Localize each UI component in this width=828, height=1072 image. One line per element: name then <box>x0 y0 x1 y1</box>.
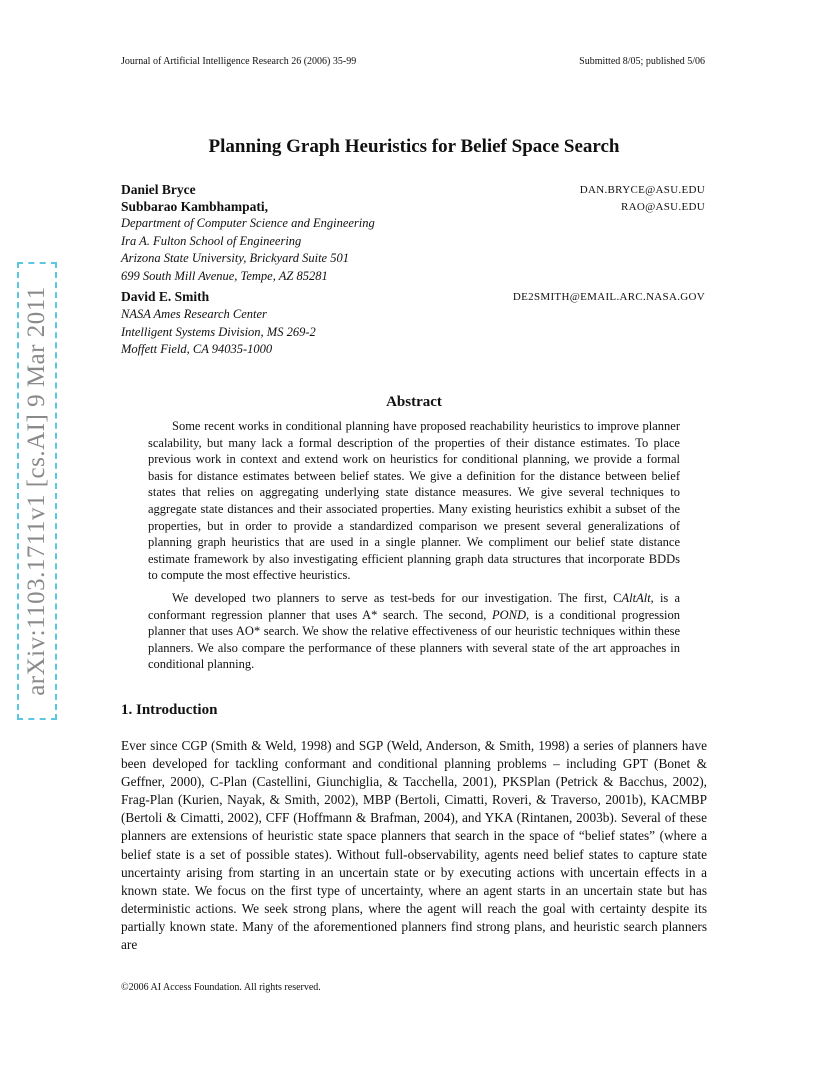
author-email-2: RAO@ASU.EDU <box>620 201 705 213</box>
journal-header: Journal of Artificial Intelligence Research 26 (2006) 35-99 <box>121 56 357 67</box>
author-email-3: DE2SMITH@EMAIL.ARC.NASA.GOV <box>512 291 705 303</box>
affiliation-line: Ira A. Fulton School of Engineering <box>121 233 302 248</box>
submission-dates: Submitted 8/05; published 5/06 <box>579 56 705 67</box>
affiliation-block-2 <box>121 306 316 359</box>
abstract-text-run: We developed two planners to serve as test-beds for our investigation. The first, C <box>172 590 622 605</box>
affiliation-line: 699 South Mill Avenue, Tempe, AZ 85281 <box>121 268 328 283</box>
affiliation-line: NASA Ames Research Center <box>121 307 267 321</box>
abstract-paragraph-1: Some recent works in conditional planning have proposed reachability heuristics to improve planner scalability, but many lack a formal description of the properties of their distance estimates. To place previous work in context and extend work on heuristics for conditional planning, we provide a formal basis for distance estimates between belief states. We give a definition for the distance between belief states that relies on aggregating underlying state distance measures. We give several techniques to aggregate state distances and their associated properties. Many existing heuristics exhibit a subset of the properties, but in order to provide a standardized comparison we present several generalizations of planning graph heuristics that are used in a single planner. We compliment our belief state distance estimate framework by also investigating efficient planning graph data structures that incorporate BDDs to compute the most effective heuristics. <box>148 419 680 583</box>
abstract-text-run: , is a conditional progression planner that uses AO* search. We show the relative effectiveness of our heuristic techniques within these planners. We also compare the performance of these planners with several state of the art approaches in conditional planning. <box>148 607 680 672</box>
author-name-1: Daniel Bryce <box>121 182 196 197</box>
introduction-paragraph: Ever since CGP (Smith & Weld, 1998) and SGP (Weld, Anderson, & Smith, 1998) a series of planners have been developed for tackling conformant and conditional planning problems – including GPT (Bonet & Geffner, 2000), C-Plan (Castellini, Giunchiglia, & Tacchella, 2001), PKSPlan (Petrick & Bacchus, 2002), Frag-Plan (Kurien, Nayak, & Smith, 2002), MBP (Bertoli, Cimatti, Roveri, & Traverso, 2001b), KACMBP (Bertoli & Cimatti, 2002), CFF (Hoffmann & Brafman, 2004), and YKA (Rintanen, 2003b). Several of these planners are extensions of heuristic state space planners that search in the space of “belief states” (where a belief state is a set of possible states). Without full-observability, agents need belief states to capture state uncertainty arising from starting in an uncertain state or by executing actions with uncertain effects in a known state. We focus on the first type of uncertainty, where an agent starts in an uncertain state but has deterministic actions. We seek strong plans, where the agent will reach the goal with certainty despite its partially known state. Many of the aforementioned planners find strong plans, and heuristic search planners are <box>121 738 707 953</box>
arxiv-stamp-text: arXiv:1103.1711v1 [cs.AI] 9 Mar 2011 <box>23 286 50 696</box>
affiliation-block-1 <box>121 215 375 285</box>
abstract-text-run: , is a conformant regression planner that uses A* search. The second, <box>148 590 680 622</box>
author-name-2: Subbarao Kambhampati, <box>121 199 269 214</box>
arxiv-stamp <box>17 262 57 720</box>
author-name-3: David E. Smith <box>121 289 210 304</box>
planner-name-caltalt: AltAlt <box>621 590 651 605</box>
abstract-paragraph-2 <box>148 590 680 673</box>
abstract-body <box>148 418 680 673</box>
affiliation-line: Intelligent Systems Division, MS 269-2 <box>121 324 316 339</box>
introduction-body <box>121 737 707 954</box>
author-email-1: DAN.BRYCE@ASU.EDU <box>579 184 705 196</box>
affiliation-line: Moffett Field, CA 94035-1000 <box>121 342 273 356</box>
section-heading: 1. Introduction <box>121 702 218 718</box>
planner-name-pond: POND <box>491 607 526 622</box>
copyright-footer: ©2006 AI Access Foundation. All rights reserved. <box>121 982 321 993</box>
abstract-heading: Abstract <box>386 394 442 410</box>
paper-title: Planning Graph Heuristics for Belief Space Search <box>208 136 620 157</box>
affiliation-line: Arizona State University, Brickyard Suite 501 <box>121 251 349 265</box>
affiliation-line: Department of Computer Science and Engineering <box>121 216 375 230</box>
